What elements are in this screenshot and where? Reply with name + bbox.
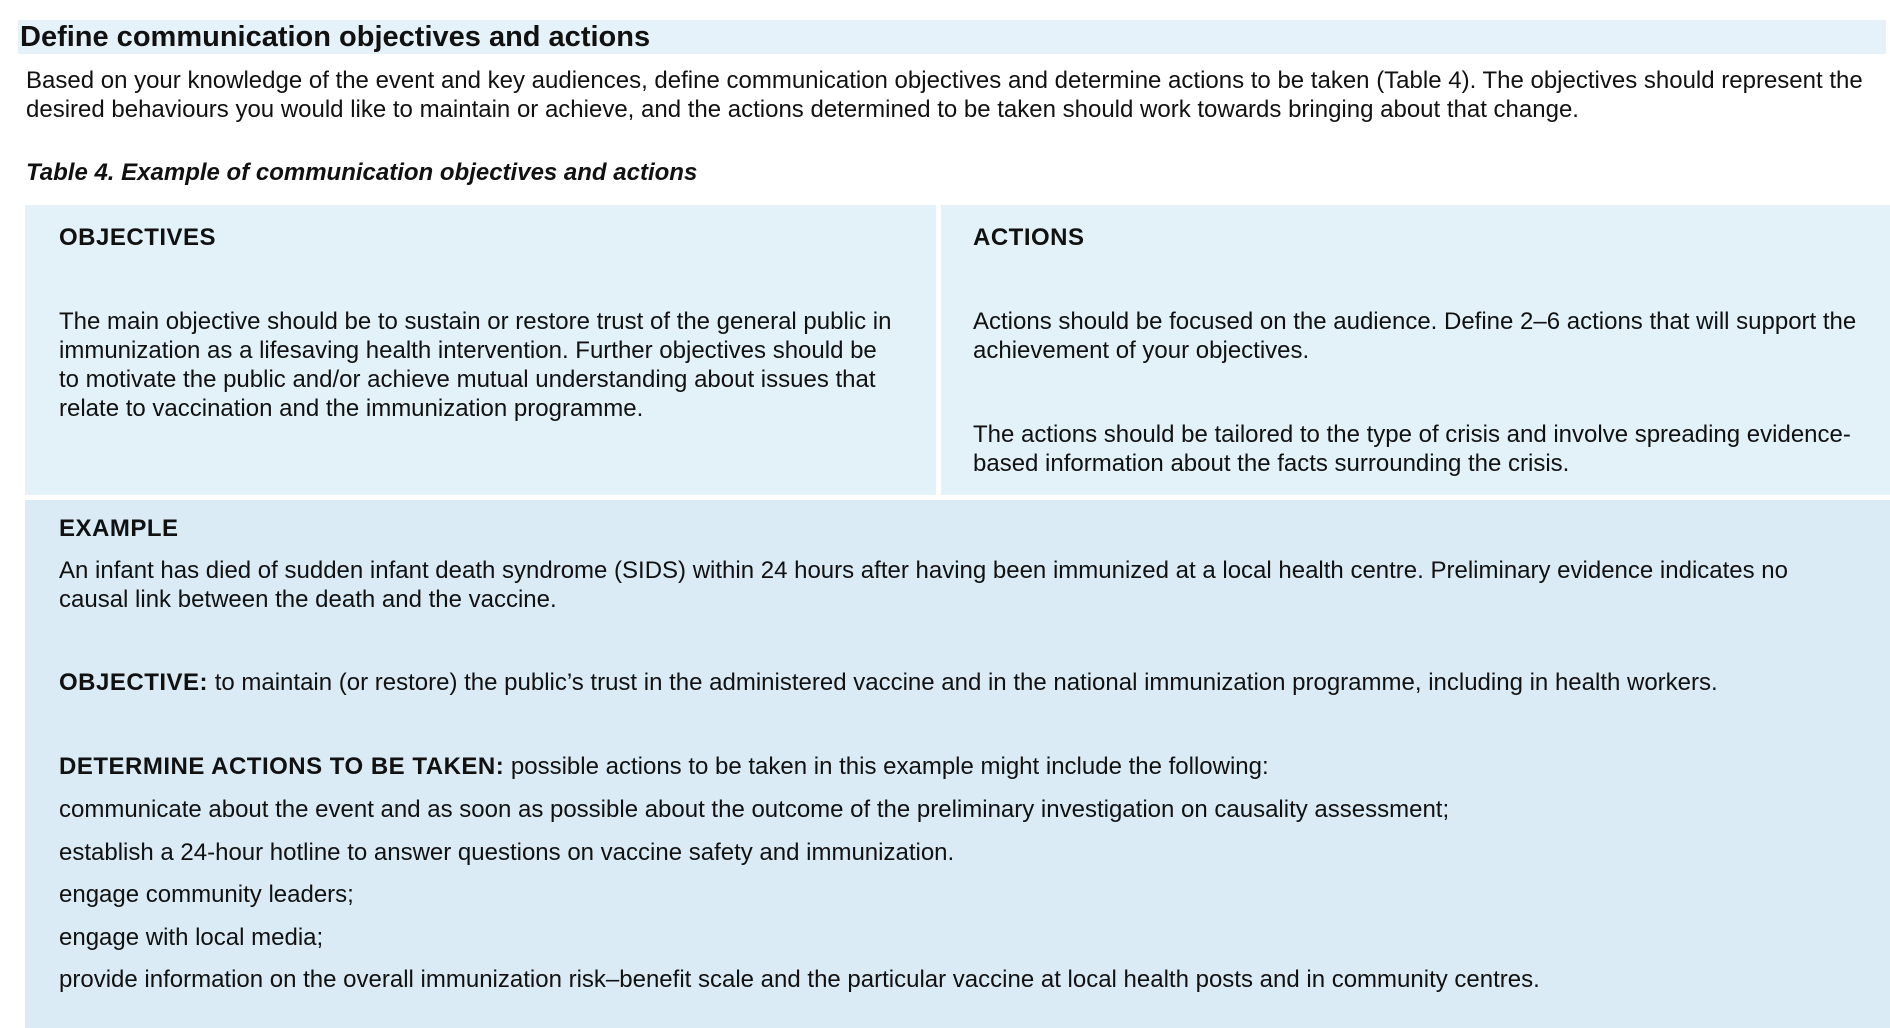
action-item: engage community leaders; [59, 881, 354, 908]
actions-intro-text: possible actions to be taken in this example might include the following: [504, 753, 1269, 780]
section-heading: Define communication objectives and actions [18, 20, 1886, 54]
intro-paragraph: Based on your knowledge of the event and key audiences, define communication objectives and determine actions to be taken (Table 4). The objectives should represent the desired behaviours you would like to maintain or achieve, and the actions determined to be taken should work towards bringing about that change. [26, 67, 1863, 123]
action-list [59, 795, 1856, 994]
actions-label: DETERMINE ACTIONS TO BE TAKEN: [59, 753, 505, 780]
example-actions-intro [59, 752, 1856, 781]
objective-label: OBJECTIVE: [59, 669, 209, 696]
example-cell [25, 500, 1890, 1028]
example-objective [59, 668, 1856, 697]
objectives-heading: OBJECTIVES [59, 224, 217, 251]
example-scenario: An infant has died of sudden infant death syndrome (SIDS) within 24 hours after having been immunized at a local health centre. Preliminary evidence indicates no causal link between the death and the vaccine. [59, 557, 1788, 613]
actions-heading: ACTIONS [973, 224, 1085, 251]
action-item: communicate about the event and as soon as possible about the outcome of the preliminary investigation on causality assessment; [59, 796, 1450, 823]
objectives-actions-table [25, 205, 1890, 1028]
actions-cell [941, 205, 1890, 495]
actions-paragraph-1: Actions should be focused on the audience. Define 2–6 actions that will support the achievement of your objectives. [973, 308, 1857, 364]
action-item: establish a 24-hour hotline to answer questions on vaccine safety and immunization. [59, 838, 955, 866]
objective-text: to maintain (or restore) the public’s trust in the administered vaccine and in the national immunization programme, including in health workers. [208, 669, 1718, 696]
objectives-text: The main objective should be to sustain or restore trust of the general public in immunization as a lifesaving health intervention. Further objectives should be to motivate the public and/or achieve mutual understanding about issues that relate to vaccination and the immunization programme. [59, 308, 892, 422]
action-item: provide information on the overall immunization risk–benefit scale and the particular vaccine at local health posts and in community centres. [59, 966, 1540, 993]
table-caption: Table 4. Example of communication objectives and actions [26, 159, 698, 186]
actions-paragraph-2: The actions should be tailored to the type of crisis and involve spreading evidence-based information about the facts surrounding the crisis. [973, 421, 1851, 477]
objectives-cell [25, 205, 936, 495]
example-heading: EXAMPLE [59, 515, 179, 542]
action-item: engage with local media; [59, 923, 324, 951]
